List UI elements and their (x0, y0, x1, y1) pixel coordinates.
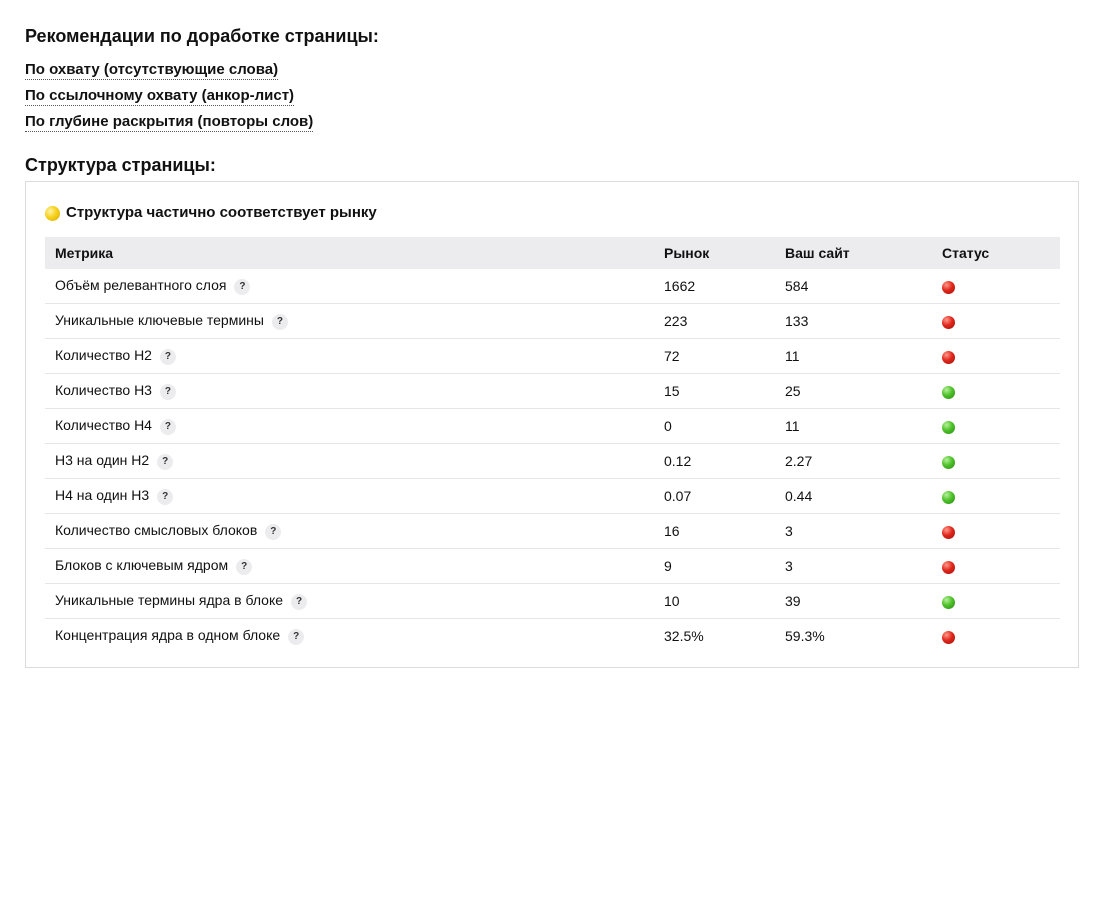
recommendations-heading: Рекомендации по доработке страницы: (25, 26, 379, 46)
table-header-row (45, 237, 1060, 269)
metric-label: Количество H4 (55, 417, 152, 434)
column-header-market: Рынок (664, 245, 710, 261)
metric-label: Количество H2 (55, 347, 152, 364)
table-row (45, 269, 1060, 304)
metric-label: Уникальные ключевые термины (55, 312, 264, 329)
table-row (45, 549, 1060, 584)
market-value: 0 (654, 409, 775, 444)
structure-card (25, 181, 1079, 668)
status-cell (932, 549, 1060, 584)
status-cell (932, 584, 1060, 619)
link-depth-word-repeats[interactable]: По глубине раскрытия (повторы слов) (25, 113, 314, 130)
red-status-icon (942, 351, 955, 364)
help-icon[interactable]: ? (157, 454, 173, 470)
market-value: 10 (654, 584, 775, 619)
market-value: 15 (654, 374, 775, 409)
metric-label: H3 на один H2 (55, 452, 150, 469)
table-row (45, 409, 1060, 444)
site-value: 133 (775, 304, 932, 339)
help-icon[interactable]: ? (236, 559, 252, 575)
site-value: 3 (775, 549, 932, 584)
metric-label: Количество H3 (55, 382, 152, 399)
site-value: 39 (775, 584, 932, 619)
metric-label: Количество смысловых блоков (55, 522, 258, 539)
metric-cell (45, 514, 654, 549)
structure-heading: Структура страницы: (25, 155, 216, 175)
column-header-metric: Метрика (55, 245, 114, 261)
status-cell (932, 479, 1060, 514)
table-row (45, 374, 1060, 409)
market-value: 0.12 (654, 444, 775, 479)
status-cell (932, 514, 1060, 549)
market-value: 32.5% (664, 628, 704, 644)
market-value: 1662 (654, 269, 775, 304)
red-status-icon (942, 281, 955, 294)
red-status-icon (942, 631, 955, 644)
green-status-icon (942, 491, 955, 504)
yellow-circle-icon (45, 206, 60, 221)
help-icon[interactable]: ? (160, 349, 176, 365)
metric-label: Уникальные термины ядра в блоке (55, 592, 284, 609)
table-row (45, 444, 1060, 479)
help-icon[interactable]: ? (288, 629, 304, 645)
site-value: 3 (775, 514, 932, 549)
metric-cell (45, 619, 654, 654)
metric-label: Объём релевантного слоя (55, 277, 227, 294)
site-value: 59.3% (785, 628, 825, 644)
help-icon[interactable]: ? (234, 279, 250, 295)
recommendations-links (25, 60, 313, 138)
help-icon[interactable]: ? (291, 594, 307, 610)
help-icon[interactable]: ? (265, 524, 281, 540)
market-value: 16 (654, 514, 775, 549)
red-status-icon (942, 526, 955, 539)
status-cell (932, 304, 1060, 339)
status-cell (932, 444, 1060, 479)
metric-cell (45, 269, 654, 304)
green-status-icon (942, 596, 955, 609)
metric-cell (45, 584, 654, 619)
metric-cell (45, 444, 654, 479)
green-status-icon (942, 456, 955, 469)
link-anchor-list[interactable]: По ссылочному охвату (анкор-лист) (25, 87, 295, 104)
site-value: 11 (775, 409, 932, 444)
market-value: 223 (654, 304, 775, 339)
green-status-icon (942, 386, 955, 399)
metric-cell (45, 339, 654, 374)
red-status-icon (942, 316, 955, 329)
status-cell (932, 409, 1060, 444)
table-row (45, 479, 1060, 514)
metric-label: Блоков с ключевым ядром (55, 557, 229, 574)
table-row (45, 584, 1060, 619)
red-status-icon (942, 561, 955, 574)
table-row (45, 514, 1060, 549)
status-cell (932, 269, 1060, 304)
help-icon[interactable]: ? (157, 489, 173, 505)
metric-cell (45, 304, 654, 339)
metric-label: Концентрация ядра в одном блоке (55, 627, 281, 644)
site-value: 584 (775, 269, 932, 304)
structure-summary (45, 203, 377, 223)
metric-cell (45, 374, 654, 409)
status-cell (932, 619, 1060, 654)
market-value: 0.07 (654, 479, 775, 514)
table-row (45, 304, 1060, 339)
help-icon[interactable]: ? (272, 314, 288, 330)
table-row (45, 339, 1060, 374)
table-body (45, 269, 1060, 653)
metric-cell (45, 479, 654, 514)
status-cell (932, 374, 1060, 409)
table-row (45, 619, 1060, 654)
market-value: 9 (654, 549, 775, 584)
green-status-icon (942, 421, 955, 434)
structure-table (45, 237, 1060, 653)
market-value: 72 (654, 339, 775, 374)
site-value: 25 (775, 374, 932, 409)
help-icon[interactable]: ? (160, 384, 176, 400)
help-icon[interactable]: ? (160, 419, 176, 435)
link-coverage-missing-words[interactable]: По охвату (отсутствующие слова) (25, 61, 279, 78)
column-header-site: Ваш сайт (785, 245, 850, 261)
column-header-status: Статус (942, 245, 990, 261)
metric-cell (45, 409, 654, 444)
status-cell (932, 339, 1060, 374)
structure-summary-text: Структура частично соответствует рынку (66, 204, 377, 221)
metric-cell (45, 549, 654, 584)
site-value: 2.27 (775, 444, 932, 479)
site-value: 0.44 (775, 479, 932, 514)
metric-label: H4 на один H3 (55, 487, 150, 504)
site-value: 11 (775, 339, 932, 374)
